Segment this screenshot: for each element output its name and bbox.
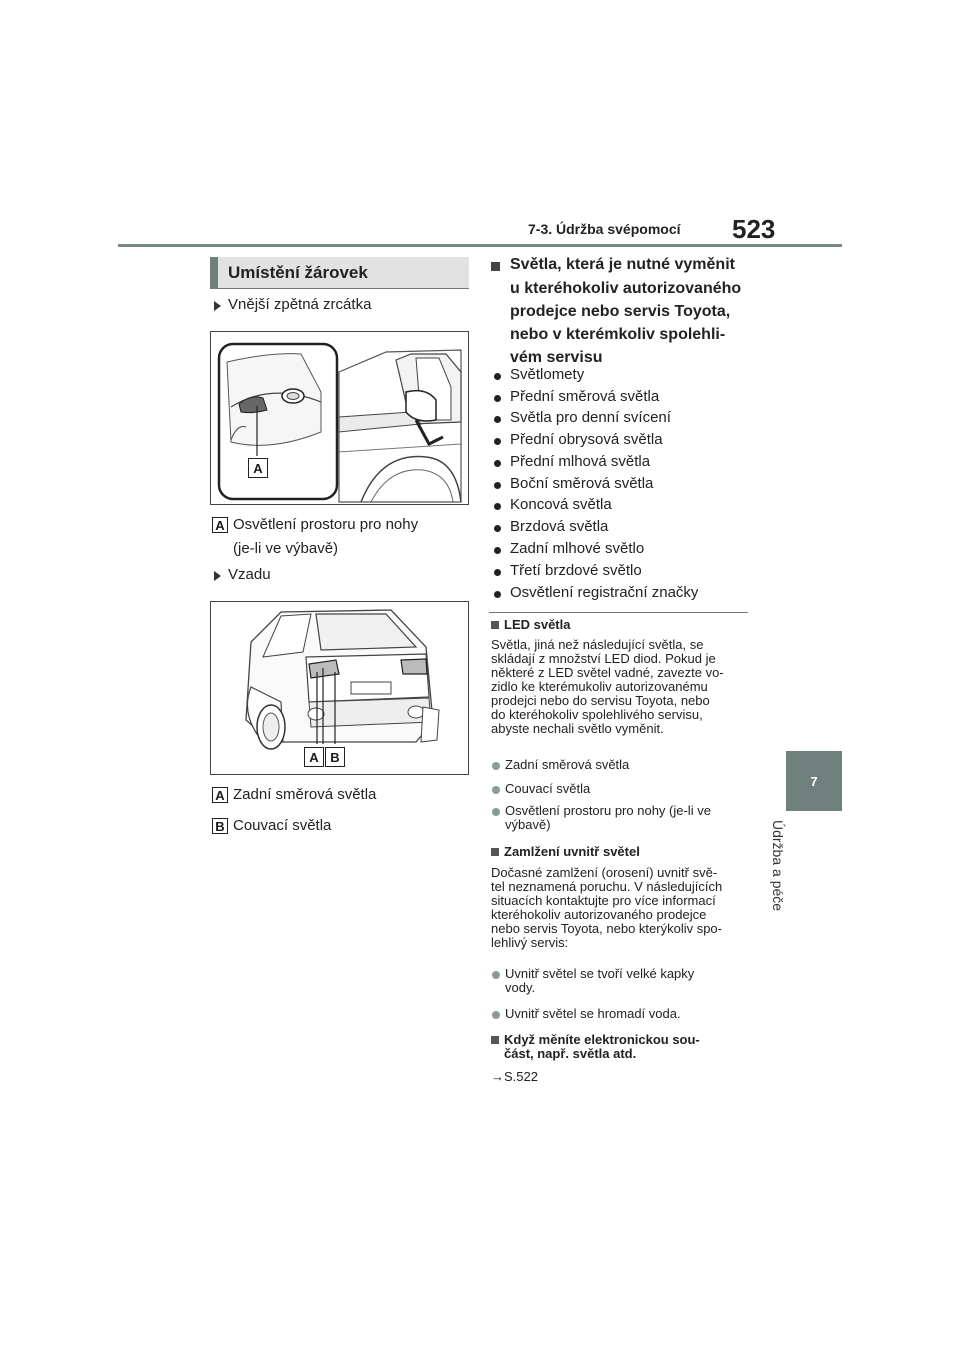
legend-key-a: A <box>212 787 228 803</box>
led-title: LED světla <box>504 617 571 632</box>
legend-footwell-line1: Osvětlení prostoru pro nohy <box>233 516 419 533</box>
fog-para: lehlivý servis: <box>491 935 569 950</box>
bullet-icon <box>494 569 501 576</box>
bullet-item: Třetí brzdové světlo <box>510 562 642 579</box>
bullet-item: Osvětlení registrační značky <box>510 584 699 601</box>
fog-para: Dočasné zamlžení (orosení) uvnitř svě- <box>491 865 718 880</box>
heading-line: u kteréhokoliv autorizovaného <box>510 280 742 297</box>
legend-footwell-line2: (je-li ve výbavě) <box>233 540 339 557</box>
item-mirrors-title: Vnější zpětná zrcátka <box>228 296 372 313</box>
section-heading: Umístění žárovek <box>210 257 469 289</box>
led-item-cont: výbavě) <box>505 817 551 832</box>
bullet-icon <box>492 971 500 979</box>
chapter-number: 7 <box>810 773 818 789</box>
bullet-icon <box>494 438 501 445</box>
section-title: 7-3. Údržba svépomocí <box>528 221 681 237</box>
fog-para: kteréhokoliv autorizovaného prodejce <box>491 907 707 922</box>
bullet-icon <box>494 591 501 598</box>
led-item: Couvací světla <box>505 781 591 796</box>
callout-a: A <box>304 747 324 767</box>
elec-title-line1: Když měníte elektronickou sou- <box>504 1032 700 1047</box>
bullet-item: Brzdová světla <box>510 518 609 535</box>
heading-line: Světla, která je nutné vyměnit <box>510 256 735 273</box>
chapter-label: Údržba a péče <box>770 820 786 912</box>
fog-para: nebo servis Toyota, nebo kterýkoliv spo- <box>491 921 722 936</box>
rear-illustration <box>210 601 469 775</box>
bullet-item: Přední obrysová světla <box>510 431 663 448</box>
square-bullet-icon <box>491 848 499 856</box>
bullet-icon <box>494 395 501 402</box>
led-item: Zadní směrová světla <box>505 757 630 772</box>
bullet-icon <box>492 808 500 816</box>
led-para: Světla, jiná než následující světla, se <box>491 637 704 652</box>
mirror-drawing <box>211 332 468 504</box>
fog-item-cont: vody. <box>505 980 536 995</box>
page-reference-link[interactable]: →S.522 <box>491 1069 538 1084</box>
fog-para: tel neznamená poruchu. V následujících <box>491 879 723 894</box>
led-para: zidlo ke kterémukoliv autorizovanému <box>491 679 708 694</box>
callout-a: A <box>248 458 268 478</box>
square-bullet-icon <box>491 262 500 271</box>
triangle-bullet-icon <box>214 301 221 311</box>
led-para: do kteréhokoliv spolehlivého servisu, <box>491 707 703 722</box>
led-para: abyste nechali světlo vyměnit. <box>491 721 664 736</box>
bullet-icon <box>494 525 501 532</box>
fog-title: Zamlžení uvnitř světel <box>504 844 640 859</box>
bullet-icon <box>494 547 501 554</box>
bullet-item: Světlomety <box>510 366 585 383</box>
square-bullet-icon <box>491 1036 499 1044</box>
mirror-illustration <box>210 331 469 505</box>
bullet-icon <box>494 460 501 467</box>
bullet-item: Boční směrová světla <box>510 475 654 492</box>
bullet-icon <box>492 1011 500 1019</box>
fog-para: situacích kontaktujte pro více informací <box>491 893 716 908</box>
bullet-icon <box>494 416 501 423</box>
fog-item: Uvnitř světel se hromadí voda. <box>505 1006 681 1021</box>
fog-item: Uvnitř světel se tvoří velké kapky <box>505 966 695 981</box>
bullet-icon <box>492 762 500 770</box>
legend-key-b: B <box>212 818 228 834</box>
bullet-item: Přední mlhová světla <box>510 453 651 470</box>
led-para: některé z LED světel vadné, zavezte vo- <box>491 665 724 680</box>
bullet-icon <box>492 786 500 794</box>
header-rule <box>118 244 842 247</box>
legend-key-a: A <box>212 517 228 533</box>
chapter-tab[interactable] <box>786 751 842 811</box>
legend-reverse: Couvací světla <box>233 817 332 834</box>
bullet-icon <box>494 482 501 489</box>
elec-title-line2: část, např. světla atd. <box>504 1046 637 1061</box>
led-item: Osvětlení prostoru pro nohy (je-li ve <box>505 803 711 818</box>
led-para: skládají z množství LED diod. Pokud je <box>491 651 716 666</box>
heading-line: nebo v kterémkoliv spolehli- <box>510 326 726 343</box>
triangle-bullet-icon <box>214 571 221 581</box>
square-bullet-icon <box>491 621 499 629</box>
bullet-icon <box>494 503 501 510</box>
legend-rear-turn: Zadní směrová světla <box>233 786 377 803</box>
bullet-icon <box>494 373 501 380</box>
callout-b: B <box>325 747 345 767</box>
bullet-item: Světla pro denní svícení <box>510 409 671 426</box>
bullet-item: Koncová světla <box>510 496 612 513</box>
item-rear-title: Vzadu <box>228 566 271 583</box>
heading-line: vém servisu <box>510 349 603 366</box>
page-number: 523 <box>732 214 776 244</box>
note-divider <box>489 612 748 613</box>
bullet-item: Zadní mlhové světlo <box>510 540 645 557</box>
bullet-item: Přední směrová světla <box>510 388 660 405</box>
led-para: prodejci nebo do servisu Toyota, nebo <box>491 693 710 708</box>
heading-line: prodejce nebo servis Toyota, <box>510 303 731 320</box>
